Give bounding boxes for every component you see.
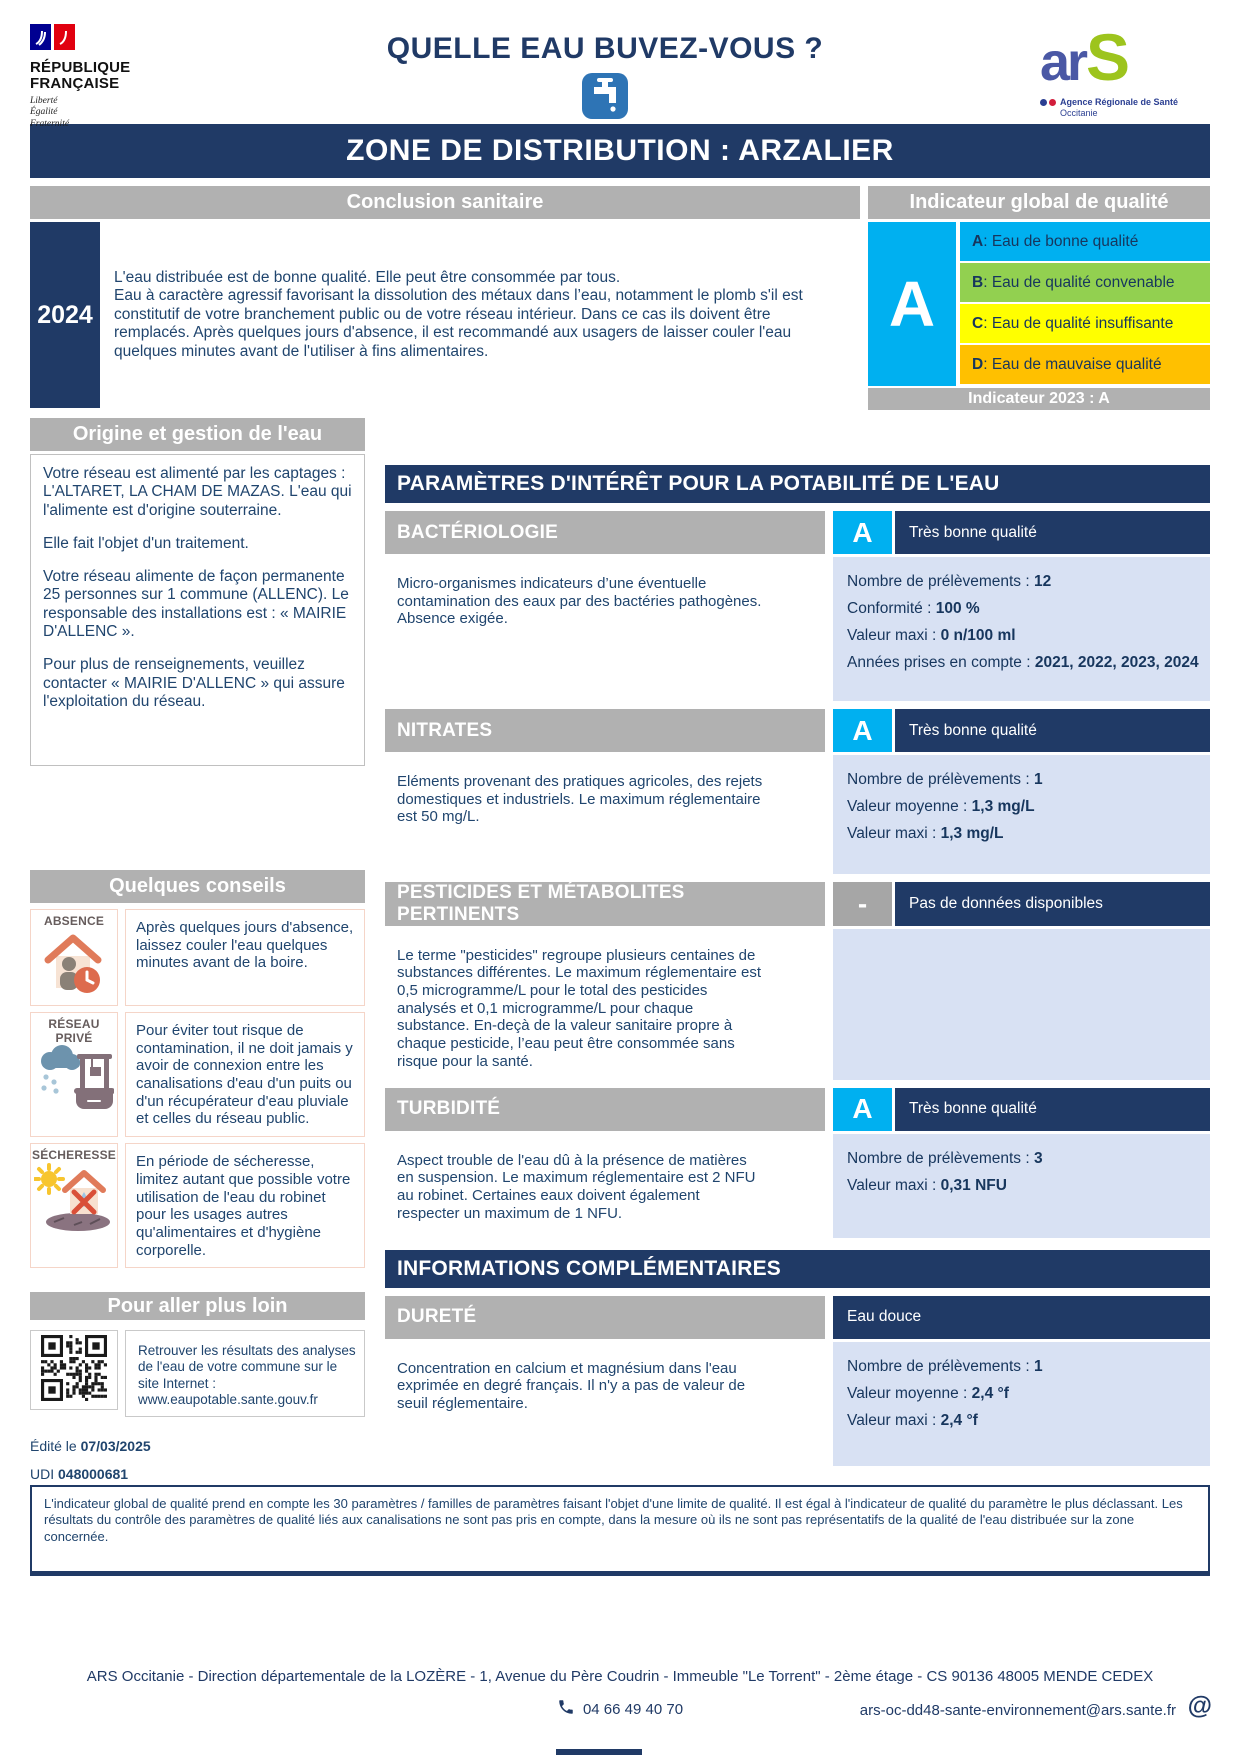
data-line: Années prises en compte : 2021, 2022, 2023, 2024	[847, 654, 1199, 671]
grade-badge: A	[833, 709, 892, 752]
republique-motto: Liberté Égalité Fraternité	[30, 95, 70, 130]
indicator-header: Indicateur global de qualité	[868, 186, 1210, 219]
reseau-prive-icon: RÉSEAU PRIVÉ	[30, 1012, 118, 1137]
left-column	[30, 418, 365, 1482]
footer-email: ars-oc-dd48-sante-environnement@ars.sante.fr	[859, 1702, 1176, 1719]
data-line: Valeur maxi : 0,31 NFU	[847, 1176, 1007, 1194]
main-section	[30, 418, 1210, 1482]
grade-badge: A	[833, 511, 892, 554]
qr-box	[30, 1330, 118, 1410]
section-description: Micro-organismes indicateurs d’une éventuelle contamination des eaux par des bactéries pathogènes. Absence exigée.	[397, 575, 762, 628]
data-line: Valeur maxi : 0 n/100 ml	[847, 627, 1016, 644]
advice-secheresse	[30, 1143, 365, 1268]
disclaimer-box: L'indicateur global de qualité prend en compte les 30 paramètres / familles de paramètres faisant l'objet d'une limite de qualité. Il est égal à l'indicateur de qualité du paramètre le plus déclassant. Les résultats du contrôle des paramètres de qualité liés aux canalisations ne sont pas pris en compte, dans la mesure où ils ne sont pas représentatifs de la qualité de l'eau distribuée sur la zone concernée.	[30, 1485, 1210, 1576]
qr-code	[41, 1335, 107, 1406]
section-data-panel	[833, 557, 1210, 701]
conclusion-header: Conclusion sanitaire	[30, 186, 860, 219]
phone-icon	[557, 1698, 575, 1720]
data-line: Nombre de prélèvements : 1	[847, 771, 1043, 788]
section-data-panel	[833, 1134, 1210, 1238]
origin-paragraph: Votre réseau alimente de façon permanente 25 personnes sur 1 commune (ALLENC). Le responsable des installations est : « MAIRIE D'ALLENC ».	[43, 568, 349, 640]
section-pesticides	[385, 882, 1210, 1080]
section-title: BACTÉRIOLOGIE	[385, 511, 825, 554]
origin-text-box	[30, 454, 365, 766]
quality-label: Très bonne qualité	[895, 511, 1210, 554]
section-bacteriologie	[385, 511, 1210, 701]
page-title: QUELLE EAU BUVEZ-VOUS ?	[386, 32, 824, 65]
origin-paragraph: Elle fait l'objet d'un traitement.	[43, 534, 249, 552]
title-block	[170, 24, 1040, 120]
data-line: Valeur moyenne : 2,4 °f	[847, 1384, 1009, 1402]
ars-wordmark: arS	[1040, 20, 1131, 94]
at-icon: @	[1187, 1692, 1212, 1720]
conclusion-text	[100, 222, 860, 408]
indicator-2023: Indicateur 2023 : A	[868, 388, 1210, 410]
section-title: TURBIDITÉ	[385, 1088, 825, 1131]
quality-label: Très bonne qualité	[895, 1088, 1210, 1131]
data-line: Nombre de prélèvements : 12	[847, 573, 1052, 590]
section-data-panel	[833, 929, 1210, 1080]
data-line: Valeur maxi : 1,3 mg/L	[847, 825, 1004, 842]
indicator-body	[868, 222, 1210, 410]
section-data-panel	[833, 755, 1210, 874]
absence-icon: ABSENCE	[30, 909, 118, 1006]
faucet-icon	[582, 73, 628, 119]
ars-dot-icon	[1040, 97, 1056, 120]
french-flag-icon	[30, 39, 76, 56]
secheresse-icon: SÉCHERESSE	[30, 1143, 118, 1268]
udi-line: UDI 048000681	[30, 1466, 129, 1482]
section-title: DURETÉ	[385, 1296, 825, 1339]
section-description: Aspect trouble de l'eau dû à la présence de matières en suspension. Le maximum réglementaire est 2 NFU au robinet. Certaines eaux doivent également respecter un maximum de 1 NFU.	[397, 1151, 756, 1222]
bottom-strip	[556, 1749, 642, 1755]
ars-caption: Agence Régionale de Santé Occitanie	[1040, 97, 1210, 120]
section-description: Concentration en calcium et magnésium dans l'eau exprimée en degré français. Il n'y a pas de valeur de seuil réglementaire.	[397, 1359, 746, 1413]
origin-paragraph: Votre réseau est alimenté par les captages : L'ALTARET, LA CHAM DE MAZAS. L'eau qui l'alimente est d'origine souterraine.	[43, 465, 352, 519]
data-line: Nombre de prélèvements : 3	[847, 1149, 1043, 1167]
legend-row-d: D : Eau de mauvaise qualité	[960, 345, 1210, 384]
section-description: Le terme "pesticides" regroupe plusieurs centaines de substances différentes. Le maximum réglementaire est 0,5 microgramme/L pour le total des pesticides analysés et 0,1 microgramme/L pour chaque substance. En-deçà de la valeur sanitaire propre à chaque pesticide, l’eau peut être consommée sans risque pour la santé.	[397, 946, 762, 1070]
plusloin-text: Retrouver les résultats des analyses de l'eau de votre commune sur le site Internet : www.eaupotable.sante.gouv.fr	[125, 1330, 365, 1417]
advice-text: En période de sécheresse, limitez autant que possible votre utilisation de l'eau du robinet pour les usages autres qu'alimentaires et d'hygiène corporelle.	[125, 1143, 365, 1268]
section-durete	[385, 1296, 1210, 1466]
section-turbidite	[385, 1088, 1210, 1238]
data-line: Nombre de prélèvements : 1	[847, 1357, 1043, 1375]
legend-row-b: B : Eau de qualité convenable	[960, 263, 1210, 302]
plusloin-row	[30, 1330, 365, 1417]
section-data-panel	[833, 1342, 1210, 1466]
data-line: Valeur moyenne : 1,3 mg/L	[847, 798, 1035, 815]
conclusion-body	[30, 222, 860, 408]
advice-reseau-prive	[30, 1012, 365, 1137]
conclusion-column	[30, 186, 860, 410]
conseils-header: Quelques conseils	[30, 870, 365, 903]
conclusion-paragraph: Eau à caractère agressif favorisant la dissolution des métaux dans l’eau, notamment le plomb s'il est constitutif de votre branchement public ou de votre réseau intérieur. Dans ce cas ils doivent être remplacés. Après quelques jours d'absence, il est recommandé aux usagers de laisser couler l'eau quelques minutes avant de l'utiliser à fins alimentaires.	[114, 287, 803, 360]
advice-absence	[30, 909, 365, 1006]
footer-address: ARS Occitanie - Direction départementale de la LOZÈRE - 1, Avenue du Père Coudrin - Immeuble "Le Torrent" - 2ème étage - CS 90136 48005 MENDE CEDEX	[86, 1668, 1154, 1685]
top-section	[30, 186, 1210, 410]
conclusion-paragraph: L'eau distribuée est de bonne qualité. Elle peut être consommée par tous.	[114, 268, 621, 286]
quality-label: Très bonne qualité	[895, 709, 1210, 752]
parameters-column	[385, 465, 1210, 1482]
section-description: Eléments provenant des pratiques agricoles, des rejets domestiques et industriels. Le maximum réglementaire est 50 mg/L.	[397, 773, 763, 826]
quality-label: Eau douce	[833, 1296, 1210, 1339]
phone-number: 04 66 49 40 70	[582, 1700, 684, 1718]
year-badge: 2024	[30, 222, 100, 408]
plusloin-header: Pour aller plus loin	[30, 1292, 365, 1320]
section-nitrates	[385, 709, 1210, 874]
data-line: Conformité : 100 %	[847, 600, 980, 617]
header	[30, 20, 1210, 130]
indicator-column	[868, 186, 1210, 410]
parameters-header: PARAMÈTRES D'INTÉRÊT POUR LA POTABILITÉ DE L'EAU	[385, 465, 1210, 503]
advice-text: Après quelques jours d'absence, laissez couler l'eau quelques minutes avant de la boire.	[125, 909, 365, 1006]
data-line: Valeur maxi : 2,4 °f	[847, 1411, 978, 1429]
info-complementaires-header: INFORMATIONS COMPLÉMENTAIRES	[385, 1250, 1210, 1288]
legend-row-a: A : Eau de bonne qualité	[960, 222, 1210, 261]
zone-banner: ZONE DE DISTRIBUTION : ARZALIER	[30, 124, 1210, 178]
origin-header: Origine et gestion de l'eau	[30, 418, 365, 451]
republique-francaise-logo	[30, 24, 170, 130]
legend-row-c: C : Eau de qualité insuffisante	[960, 304, 1210, 343]
section-title: NITRATES	[385, 709, 825, 752]
quality-label: Pas de données disponibles	[895, 882, 1210, 926]
global-quality-grade: A	[868, 222, 956, 386]
edited-line: Édité le 07/03/2025	[30, 1438, 151, 1454]
republique-name: RÉPUBLIQUE FRANÇAISE	[30, 59, 131, 92]
advice-text: Pour éviter tout risque de contamination, il ne doit jamais y avoir de connexion entre les canalisations d'eau d'un puits ou d'un récupérateur d'eau pluviale et celles du réseau public.	[125, 1012, 365, 1137]
grade-badge: A	[833, 1088, 892, 1131]
ars-logo	[1040, 20, 1210, 120]
grade-badge: -	[833, 882, 892, 926]
section-title: PESTICIDES ET MÉTABOLITES PERTINENTS	[385, 882, 825, 926]
origin-paragraph: Pour plus de renseignements, veuillez contacter « MAIRIE D'ALLENC » qui assure l'exploitation du réseau.	[43, 656, 345, 710]
